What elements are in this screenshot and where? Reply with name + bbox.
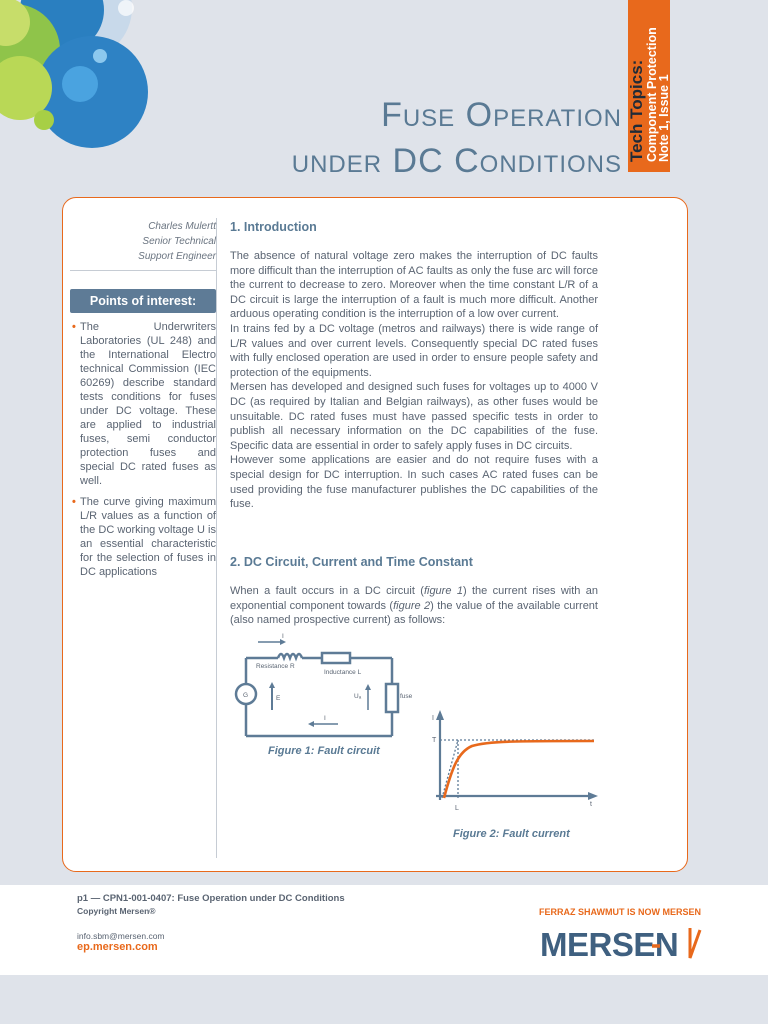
decorative-bubbles (0, 0, 160, 160)
page-title (292, 92, 622, 184)
figure-1-fault-circuit (228, 630, 413, 740)
intro-paragraph-3: Mersen has developed and designed such fuses for voltages up to 4000 V DC (as required by Italian and Belgian railways), as other fuses would be unsuitable. DC rated fuses must have passed specific tests in order to publish all necessary information on the DC capabilities of the fuse. Specific data are essential in order to safely apply fuses in DC circuits. (230, 381, 598, 452)
figure-2-fault-current (428, 706, 600, 816)
fig2-label-t: T (432, 737, 437, 744)
tech-topics-tab (628, 0, 670, 172)
dc-text-c: ) the value of the available current (also named prospective current) as follows: (230, 599, 598, 627)
bullet-icon: • (72, 496, 76, 508)
dc-text-a: When a fault occurs in a DC circuit ( (230, 585, 424, 597)
intro-paragraph-4: However some applications are easier and do not require fuses with a special design for DC interruption. In such cases AC rated fuses can be used providing the fuse manufacturer publishes the DC capabilities of the fuse. (230, 454, 598, 511)
fig2-label-i: I (432, 715, 434, 722)
section-introduction (230, 219, 598, 512)
figure-2-ref: figure 2 (393, 599, 431, 612)
figure-2-caption: Figure 2: Fault current (453, 828, 570, 840)
heading-dc-circuit: 2. DC Circuit, Current and Time Constant (230, 555, 473, 569)
tab-issue: Note 1, Issue 1 (657, 74, 671, 162)
fig1-label-fuse: fuse (400, 693, 413, 700)
author-divider (70, 270, 216, 271)
footer-website-link[interactable]: ep.mersen.com (77, 941, 158, 953)
fig1-label-ua: Uₐ (354, 693, 362, 700)
heading-introduction: 1. Introduction (230, 220, 317, 234)
figure-1-caption: Figure 1: Fault circuit (268, 745, 380, 757)
poi-text-1: The Underwriters Laboratories (UL 248) and the International Electro technical Commission (IEC 60269) describe standard tests conditions for fuses under DC voltage. These are applied to industrial fuses, semi conductor protection fuses and special DC rated fuses as well. (80, 321, 216, 487)
fig1-label-i-bottom: I (324, 715, 326, 722)
footer-rebrand-note: FERRAZ SHAWMUT IS NOW MERSEN (539, 907, 701, 917)
points-of-interest-heading: Points of interest: (70, 289, 216, 313)
author-role-1: Senior Technical (142, 236, 216, 247)
author-block (70, 219, 216, 264)
fault-current-curve (444, 741, 594, 798)
intro-paragraph-1: The absence of natural voltage zero makes the interruption of DC faults more difficult than the interruption of AC faults as only the fuse arc will force the current to decrease to zero. Moreover when the time constant L/R of a DC circuit is large the interruption of a fault is much more difficult. Another arduous operating condition is the interruption of a low over current. (230, 250, 598, 321)
author-role-2: Support Engineer (138, 251, 216, 262)
list-item (70, 495, 216, 579)
fig2-label-time: t (590, 801, 592, 808)
bullet-icon: • (72, 321, 76, 333)
logo-text: MERSEN (540, 926, 679, 963)
footer-copyright: Copyright Mersen® (77, 906, 156, 916)
fig1-label-e: E (276, 695, 281, 702)
fig2-label-l: L (455, 805, 459, 812)
tab-title: Tech Topics: (627, 59, 646, 162)
poi-text-2: The curve giving maximum L/R values as a function of the DC working voltage U is an essential characteristic for the selection of fuses in DC applications (80, 496, 216, 578)
intro-paragraph-2: In trains fed by a DC voltage (metros and railways) there is wide range of L/R values and over current levels. Consequently special DC rated fuses with fully enclosed operation are used in order to ensure people safety and protection of the equipments. (230, 322, 598, 379)
fig1-label-g: G (243, 692, 249, 699)
tab-subtitle: Component Protection (645, 27, 659, 162)
footer-email-link[interactable]: info.sbm@mersen.com (77, 931, 165, 941)
title-line-2: under DC Conditions (291, 142, 622, 180)
figure-1-ref: figure 1 (423, 585, 463, 597)
title-line-1: Fuse Operation (381, 96, 622, 134)
dc-paragraph (230, 584, 598, 628)
fig1-label-i-top: I (282, 633, 284, 640)
list-item (70, 320, 216, 488)
mersen-logo (540, 922, 708, 966)
fig1-label-resistance: Resistance R (256, 663, 295, 670)
points-of-interest-list (70, 320, 216, 586)
column-divider (216, 218, 217, 858)
footer-document-id: p1 — CPN1-001-0407: Fuse Operation under DC Conditions (77, 893, 345, 904)
fig1-label-inductance: Inductance L (324, 669, 362, 676)
dc-text-b: ) the current rises with an exponential component towards ( (230, 585, 598, 612)
author-name: Charles Mulertt (148, 221, 216, 232)
